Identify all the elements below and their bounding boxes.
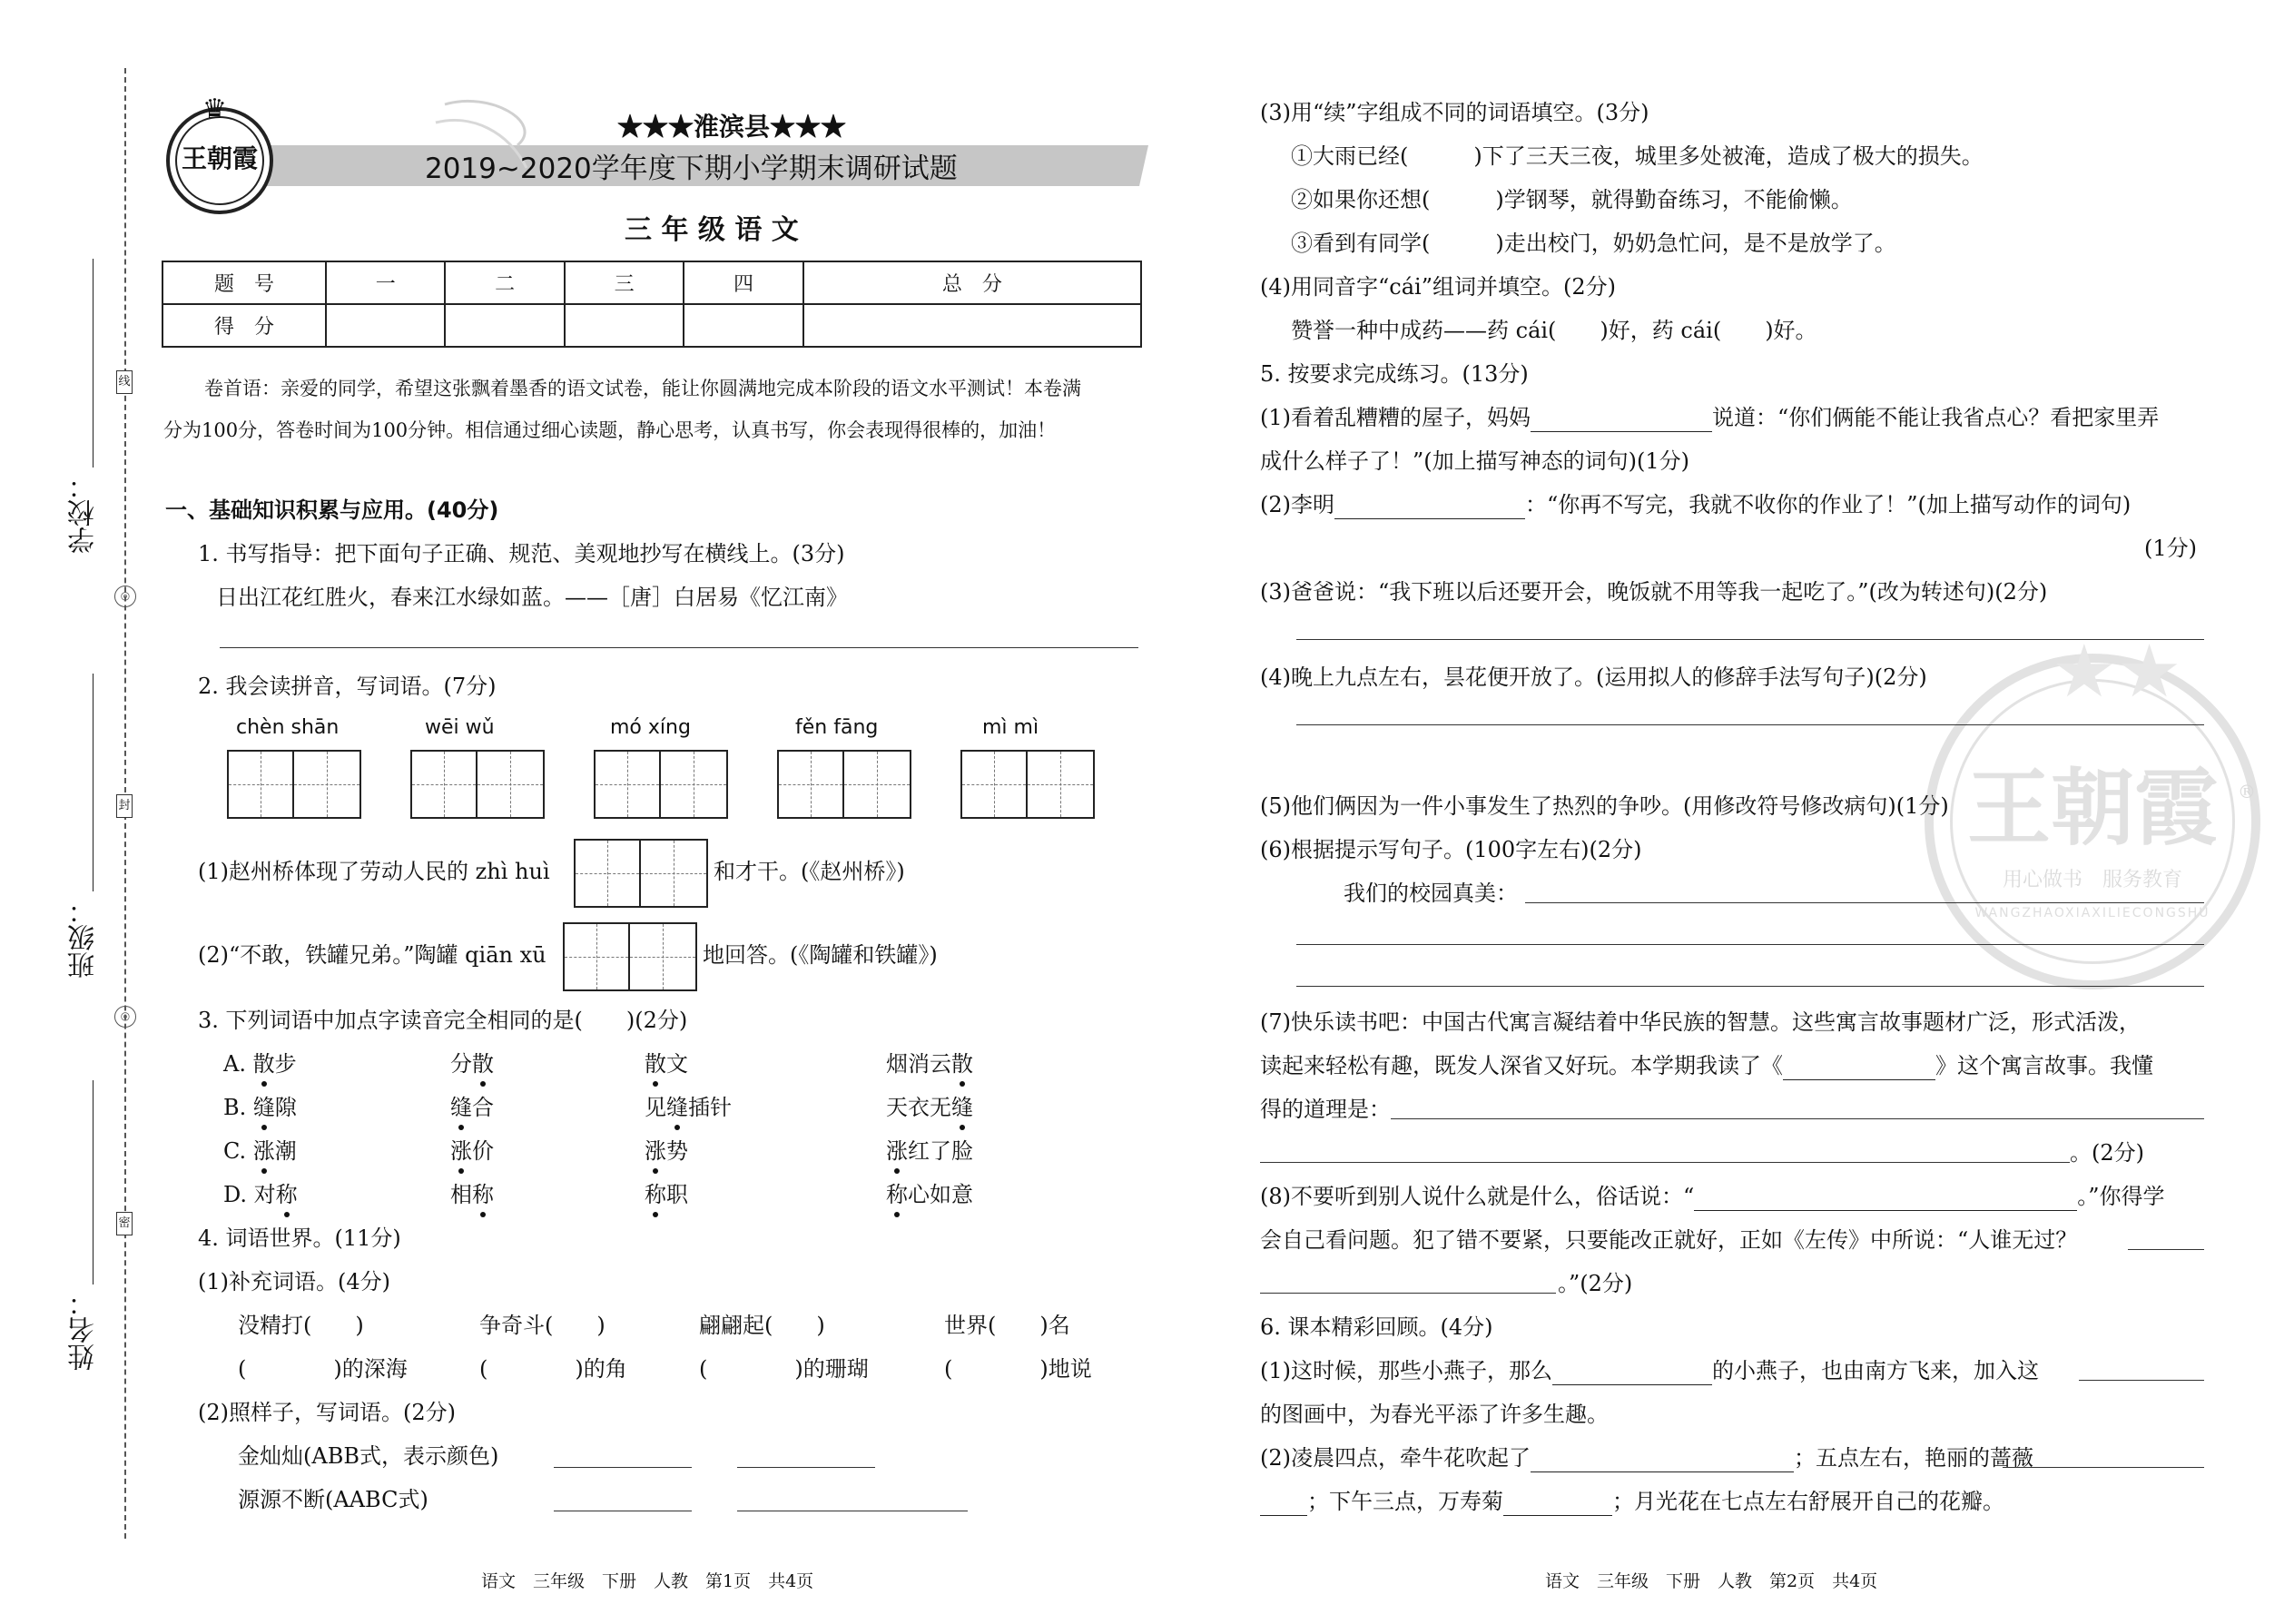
q2-1-text: (1)赵州桥体现了劳动人民的 zhì huì	[198, 859, 550, 884]
writing-grid[interactable]	[960, 750, 1095, 819]
answer-blank[interactable]	[1260, 1492, 1307, 1516]
q5-8-text: (8)不要听到别人说什么就是什么，俗话说：“ 。”你得学	[1260, 1184, 2165, 1209]
q5-4-text: (4)晚上九点左右，昙花便开放了。(运用拟人的修辞手法写句子)(2分)	[1260, 664, 1927, 690]
pinyin-label: mó xíng	[610, 716, 691, 739]
q5-2-text: (2)李明 ：“你再不写完，我就不收你的作业了！”(加上描写动作的词句)	[1260, 492, 2132, 517]
q3-4-prompt: (4)用同音字“cái”组词并填空。(2分)	[1260, 274, 1616, 300]
section-1-heading: 一、基础知识积累与应用。(40分)	[165, 497, 499, 523]
q5-6-text: (6)根据提示写句子。(100字左右)(2分)	[1260, 837, 1642, 862]
q3-word: 相称	[450, 1182, 494, 1207]
binding-circle-icon: ◎	[114, 586, 136, 607]
q5-2-score: (1分)	[2144, 536, 2197, 561]
page-footer-right: 语文 三年级 下册 人教 第2页 共4页	[1545, 1571, 1878, 1591]
watermark	[1925, 629, 2260, 989]
seal-mark-seal: 封	[116, 794, 133, 818]
answer-blank[interactable]	[1260, 1293, 1556, 1294]
q4-1-item[interactable]: 世界( )名	[944, 1313, 1070, 1338]
q3-word: 见缝插针	[645, 1095, 732, 1120]
writing-grid[interactable]	[574, 839, 708, 908]
q5-7-text: (7)快乐读书吧：中国古代寓言凝结着中华民族的智慧。这些寓言故事题材广泛，形式活泼，	[1260, 1009, 2141, 1035]
school-label: 学校：	[68, 472, 100, 554]
answer-line[interactable]	[1296, 944, 2204, 945]
q3-3-item[interactable]: ③看到有同学( )走出校门，奶奶急忙问，是不是放学了。	[1291, 231, 1896, 256]
q3-word: 烟消云散	[886, 1051, 973, 1077]
score-cell[interactable]	[326, 304, 445, 347]
watermark-slogan: 用心做书 服务教育	[2002, 869, 2182, 891]
q4-1-item[interactable]: ( )的珊瑚	[699, 1356, 869, 1382]
q5-3-text: (3)爸爸说：“我下班以后还要开会，晚饭就不用等我一起吃了。”(改为转述句)(2分)	[1260, 579, 2048, 605]
q6-2-text: (2)凌晨四点，牵牛花吹起了 ；五点左右，艳丽的蔷薇	[1260, 1445, 2033, 1471]
answer-blank[interactable]	[1783, 1057, 1935, 1080]
answer-blank[interactable]	[1503, 1492, 1612, 1516]
q3-option-c[interactable]: C. 涨潮	[223, 1138, 297, 1164]
answer-blank[interactable]	[2079, 1380, 2204, 1381]
class-field	[93, 674, 94, 891]
writing-grid[interactable]	[563, 922, 697, 991]
answer-blank[interactable]	[2128, 1249, 2204, 1250]
score-row-label: 得 分	[162, 304, 326, 347]
q4-1-item[interactable]: ( )的角	[479, 1356, 627, 1382]
q5-prompt: 5. 按要求完成练习。(13分)	[1260, 361, 1529, 387]
q4-1-item[interactable]: ( )的深海	[238, 1356, 408, 1382]
subject-title: 三 年 级 语 文	[625, 214, 799, 246]
answer-blank[interactable]	[1694, 1187, 2077, 1211]
q5-7-text: 读起来轻松有趣，既发人深省又好玩。本学期我读了《 》这个寓言故事。我懂	[1260, 1053, 2153, 1078]
q3-word: 涨红了脸	[886, 1138, 973, 1164]
answer-line[interactable]	[1260, 1162, 2070, 1163]
q1-answer-line[interactable]	[220, 647, 1138, 648]
binding-circle-icon: ◎	[114, 1006, 136, 1028]
answer-line[interactable]	[1296, 724, 2204, 725]
q6-1-text: 的图画中，为春光平添了许多生趣。	[1260, 1402, 1609, 1427]
q2-2-text: (2)“不敢，铁罐兄弟。”陶罐 qiān xū	[198, 942, 546, 968]
score-cell[interactable]	[445, 304, 564, 347]
score-table	[162, 261, 1142, 348]
intro-line: 分为100分，答卷时间为100分钟。相信通过细心读题，静心思考，认真书写，你会表现得很棒的，加油！	[163, 419, 1057, 441]
answer-blank[interactable]	[2003, 1467, 2204, 1468]
answer-line[interactable]	[1296, 986, 2204, 987]
answer-line[interactable]	[1296, 639, 2204, 640]
score-header-cell: 总 分	[803, 261, 1141, 304]
q3-prompt: 3. 下列词语中加点字读音完全相同的是( )(2分)	[198, 1008, 688, 1033]
q3-word: 散文	[645, 1051, 688, 1077]
answer-blank[interactable]	[1531, 408, 1712, 432]
q2-2-text-end: 地回答。(《陶罐和铁罐》)	[703, 942, 938, 968]
q3-word: 涨势	[645, 1138, 688, 1164]
q4-2-prompt: (2)照样子，写词语。(2分)	[198, 1400, 456, 1425]
q4-1-prompt: (1)补充词语。(4分)	[198, 1269, 390, 1294]
logo-text: 王朝霞	[181, 143, 258, 173]
score-header-cell: 二	[445, 261, 564, 304]
watermark-name: 王朝霞	[1966, 759, 2218, 857]
q5-5-text: (5)他们俩因为一件小事发生了热烈的争吵。(用修改符号修改病句)(1分)	[1260, 793, 1949, 819]
q3-3-item[interactable]: ②如果你还想( )学钢琴，就得勤奋练习，不能偷懒。	[1291, 187, 1853, 212]
intro-line: 卷首语：亲爱的同学，希望这张飘着墨香的语文试卷，能让你圆满地完成本阶段的语文水平测试！本卷满	[204, 378, 1081, 399]
q6-prompt: 6. 课本精彩回顾。(4分)	[1260, 1314, 1493, 1340]
watermark-ring-text: WANGZHAOXIAXILIECONGSHU	[1974, 906, 2210, 920]
publisher-logo	[166, 94, 273, 214]
watermark-star-icon: ★★	[2052, 629, 2182, 714]
q4-1-item[interactable]: 争奇斗( )	[479, 1313, 605, 1338]
q4-2-example: 金灿灿(ABB式，表示颜色)	[238, 1443, 499, 1469]
q5-1-text: 成什么样子了！”(加上描写神态的词句)(1分)	[1260, 448, 1689, 474]
q2-1-text-end: 和才干。(《赵州桥》)	[714, 859, 905, 884]
pinyin-label: chèn shān	[236, 716, 340, 739]
writing-grid[interactable]	[777, 750, 911, 819]
q3-4-item[interactable]: 赞誉一种中成药——药 cái( )好，药 cái( )好。	[1291, 318, 1817, 343]
q5-8-text: 会自己看问题。犯了错不要紧，只要能改正就好，正如《左传》中所说：“人谁无过？	[1260, 1227, 2078, 1253]
score-cell[interactable]	[565, 304, 684, 347]
q3-word: 天衣无缝	[886, 1095, 973, 1120]
county-name: ★★★淮滨县★★★	[617, 112, 847, 142]
writing-grid[interactable]	[227, 750, 361, 819]
class-label: 班级：	[68, 897, 100, 979]
score-header-cell: 题 号	[162, 261, 326, 304]
answer-blank[interactable]	[554, 1467, 692, 1468]
registered-mark: ®	[2238, 781, 2256, 802]
q3-3-prompt: (3)用“续”字组成不同的词语填空。(3分)	[1260, 100, 1649, 125]
answer-line[interactable]	[1525, 902, 2204, 903]
score-cell[interactable]	[803, 304, 1141, 347]
q5-1-text: (1)看着乱糟糟的屋子，妈妈 说道：“你们俩能不能让我省点心？看把家里弄	[1260, 405, 2160, 430]
q5-7-score: 。(2分)	[2070, 1140, 2144, 1166]
answer-blank[interactable]	[1531, 1449, 1794, 1472]
q4-1-item[interactable]: ( )地说	[944, 1356, 1092, 1382]
q6-1-text: (1)这时候，那些小燕子，那么 的小燕子，也由南方飞来，加入这	[1260, 1358, 2039, 1383]
answer-blank[interactable]	[1552, 1362, 1712, 1385]
q5-6-lead: 我们的校园真美：	[1344, 881, 1518, 906]
q3-3-item[interactable]: ①大雨已经( )下了三天三夜，城里多处被淹，造成了极大的损失。	[1291, 143, 1984, 169]
writing-grid[interactable]	[594, 750, 728, 819]
answer-line[interactable]	[1391, 1118, 2204, 1119]
q3-word: 涨价	[450, 1138, 494, 1164]
q3-word: 缝合	[450, 1095, 494, 1120]
q6-2-text: ；下午三点，万寿菊 ；月光花在七点左右舒展开自己的花瓣。	[1260, 1487, 2004, 1516]
q3-option-d[interactable]: D. 对称	[223, 1182, 298, 1207]
q3-option-b[interactable]: B. 缝隙	[223, 1095, 297, 1120]
q3-word: 分散	[450, 1051, 494, 1077]
seal-mark-line: 线	[116, 370, 133, 394]
q4-prompt: 4. 词语世界。(11分)	[198, 1225, 401, 1251]
q3-option-a[interactable]: A. 散步	[223, 1051, 297, 1077]
q1-sentence: 日出江花红胜火，春来江水绿如蓝。——［唐］白居易《忆江南》	[216, 585, 848, 610]
score-cell[interactable]	[684, 304, 802, 347]
q3-word: 称心如意	[886, 1182, 973, 1207]
score-header-cell: 四	[684, 261, 802, 304]
page-footer-left: 语文 三年级 下册 人教 第1页 共4页	[481, 1571, 814, 1591]
pinyin-label: fěn fāng	[795, 716, 879, 739]
q5-8-score: 。”(2分)	[1558, 1271, 1633, 1296]
score-header-cell: 一	[326, 261, 445, 304]
pinyin-label: mì mì	[982, 716, 1039, 739]
q4-2-example: 源源不断(AABC式)	[238, 1487, 428, 1512]
q1-prompt: 1. 书写指导：把下面句子正确、规范、美观地抄写在横线上。(3分)	[198, 541, 845, 566]
q5-7-text: 得的道理是：	[1260, 1097, 1391, 1122]
q4-1-item[interactable]: 翩翩起( )	[699, 1313, 825, 1338]
q2-prompt: 2. 我会读拼音，写词语。(7分)	[198, 674, 497, 699]
seal-mark-dense: 密	[116, 1212, 133, 1235]
school-field	[93, 259, 94, 468]
pinyin-label: wēi wǔ	[425, 716, 495, 739]
q3-word: 称职	[645, 1182, 688, 1207]
exam-title: 2019~2020学年度下期小学期末调研试题	[425, 153, 958, 185]
name-field	[93, 1080, 94, 1284]
q4-1-item[interactable]: 没精打( )	[238, 1313, 364, 1338]
answer-blank[interactable]	[737, 1467, 875, 1468]
name-label: 姓名：	[68, 1289, 100, 1371]
writing-grid[interactable]	[410, 750, 545, 819]
answer-blank[interactable]	[1334, 496, 1525, 519]
score-header-cell: 三	[565, 261, 684, 304]
crown-icon: ♛	[202, 94, 227, 125]
